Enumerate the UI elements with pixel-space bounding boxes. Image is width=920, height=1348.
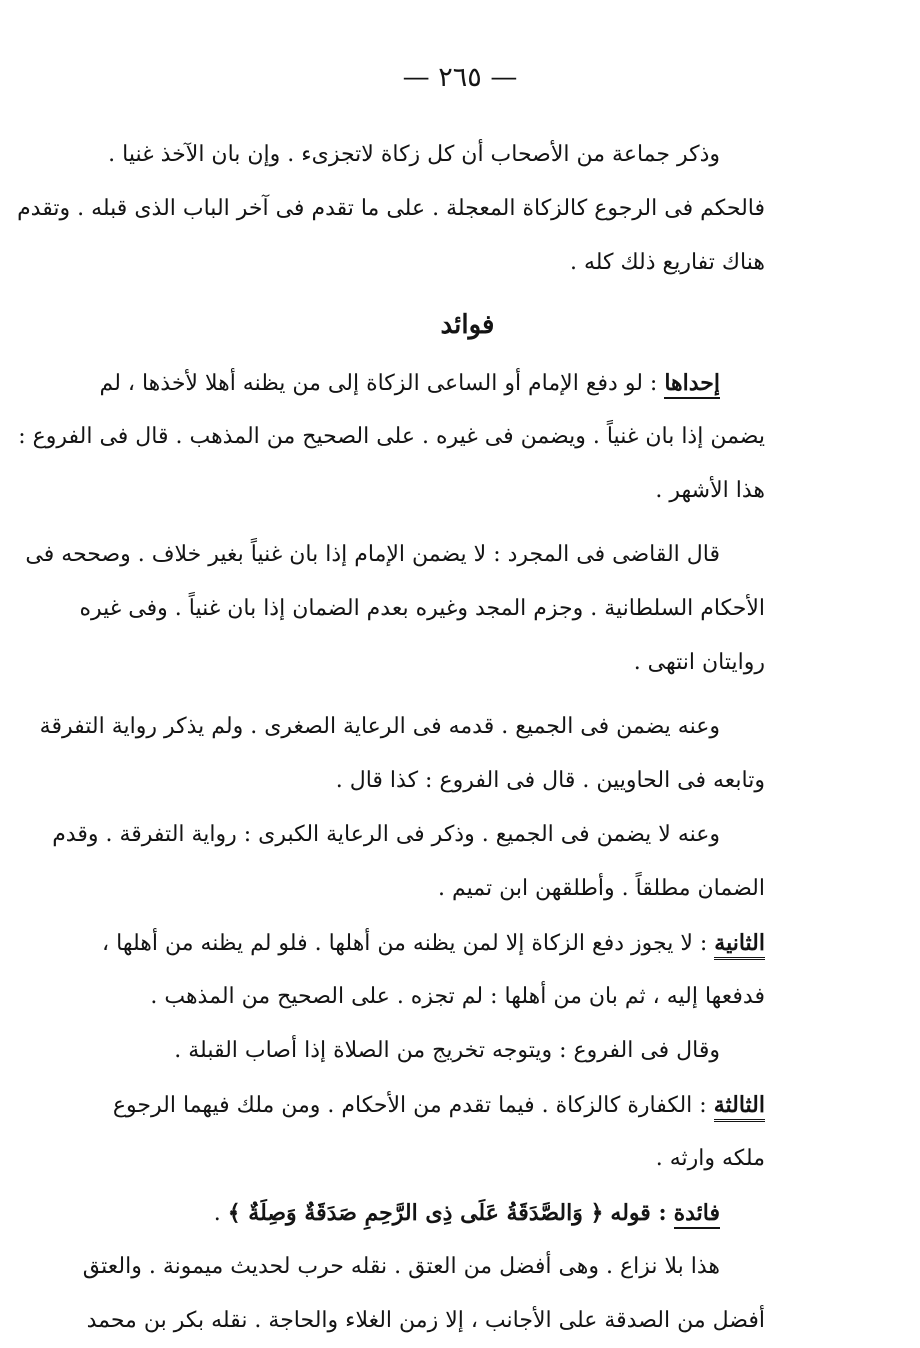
text-line: هذا الأشهر . [655,478,765,503]
benefit-label-second: الثانية [714,930,765,960]
text-line: هناك تفاريع ذلك كله . [569,250,765,275]
text-line [102,916,765,970]
page-body [17,128,765,1348]
text-line: وتابعه فى الحاويين . قال فى الفروع : كذا قال . [335,768,765,793]
text-run: : لو دفع الإمام أو الساعى الزكاة إلى من يظنه أهلا لأخذها ، لم [99,371,658,396]
text-line: فدفعها إليه ، ثم بان من أهلها : لم تجزه . على الصحيح من المذهب . [150,984,765,1009]
page-number: — ٢٦٥ — [402,62,518,93]
narration-paragraph [39,700,765,808]
paragraph-gap [170,690,765,700]
quoted-text: ﴿ وَالصَّدَقَةُ عَلَى ذِى الرَّحِمِ صَدَقَةٌ وَصِلَةٌ ﴾ [227,1200,604,1226]
paragraph-gap [170,518,765,528]
text-run: : لا يجوز دفع الزكاة إلا لمن يظنه من أهلها . فلو لم يظنه من أهلها ، [102,931,708,956]
text-run: . [213,1201,221,1226]
third-benefit-paragraph [112,1078,765,1186]
qadi-paragraph [25,528,765,690]
benefit-label-third: الثالثة [714,1092,765,1122]
first-benefit-paragraph [18,356,765,518]
text-run: : الكفارة كالزكاة . فيما تقدم من الأحكام . ومن ملك فيهما الرجوع [112,1093,707,1118]
closing-paragraph [82,1240,765,1348]
text-line: وذكر جماعة من الأصحاب أن كل زكاة لاتجزىء . وإن بان الآخذ غنيا . [108,142,720,167]
text-line [99,356,765,410]
text-line: روايتان انتهى . [633,650,765,675]
text-line: فالحكم فى الرجوع كالزكاة المعجلة . على ما تقدم فى آخر الباب الذى قبله . وتقدم [17,196,765,221]
text-line: هذا بلا نزاع . وهى أفضل من العتق . نقله حرب لحديث ميمونة . والعتق [82,1254,720,1279]
text-line: الأحكام السلطانية . وجزم المجد وغيره بعدم الضمان إذا بان غنياً . وفى غيره [79,596,765,621]
second-benefit-paragraph [102,916,765,1024]
text-line: يضمن إذا بان غنياً . ويضمن فى غيره . على الصحيح من المذهب . قال فى الفروع : [18,424,765,449]
text-line [112,1078,765,1132]
benefit-label-first: إحداها [664,370,720,399]
text-line: أفضل من الصدقة على الأجانب ، إلا زمن الغلاء والحاجة . نقله بكر بن محمد [86,1308,765,1333]
text-line: وعنه لا يضمن فى الجميع . وذكر فى الرعاية الكبرى : رواية التفرقة . وقدم [52,822,720,847]
text-line [170,1186,765,1240]
text-line: وعنه يضمن فى الجميع . قدمه فى الرعاية الصغرى . ولم يذكر رواية التفرقة [39,714,720,739]
qawluh-label: : قوله [610,1200,667,1226]
faida-label: فائدة [674,1200,720,1229]
text-line: وقال فى الفروع : ويتوجه تخريج من الصلاة إذا أصاب القبلة . [174,1038,720,1063]
intro-paragraph [17,128,765,290]
section-heading: فوائد [440,310,495,340]
narration-paragraph [52,808,765,916]
text-line: ملكه وارثه . [655,1146,765,1171]
text-line: الضمان مطلقاً . وأطلقهن ابن تميم . [437,876,765,901]
faida-paragraph [170,1186,765,1240]
text-line: قال القاضى فى المجرد : لا يضمن الإمام إذا بان غنياً بغير خلاف . وصححه فى [25,542,720,567]
furu-paragraph [170,1024,765,1078]
